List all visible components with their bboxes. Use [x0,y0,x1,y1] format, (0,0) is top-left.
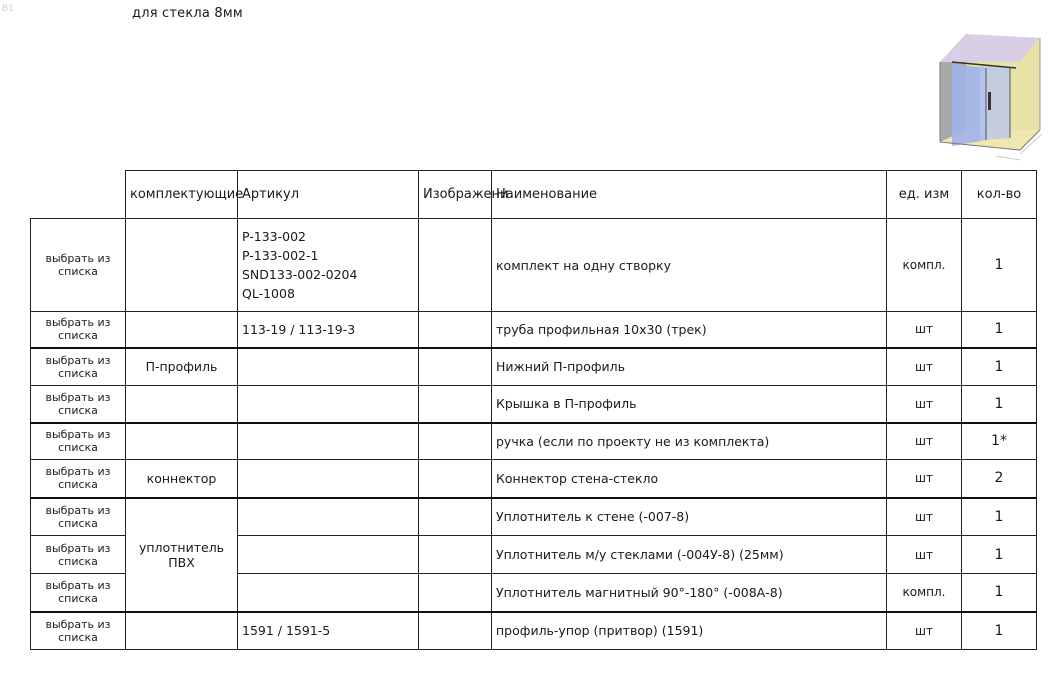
cell-reference: B1 [2,4,14,14]
article-cell: 1591 / 1591-5 [238,612,419,650]
image-cell [419,386,492,423]
select-from-list-dropdown[interactable]: выбрать из списка [31,312,126,348]
qty-cell: 1* [962,423,1037,460]
unit-cell: шт [887,612,962,650]
header-blank [31,171,126,219]
table-row [31,423,1037,460]
name-cell: Уплотнитель к стене (-007-8) [492,498,887,536]
table-row [31,312,1037,348]
component-cell: уплотнитель ПВХ [126,498,238,612]
component-cell [126,423,238,460]
name-cell: комплект на одну створку [492,219,887,312]
select-from-list-dropdown[interactable]: выбрать из списка [31,612,126,650]
qty-cell: 1 [962,312,1037,348]
select-from-list-dropdown[interactable]: выбрать из списка [31,386,126,423]
glass-thickness-note: для стекла 8мм [132,6,243,21]
article-cell [238,574,419,612]
qty-cell: 1 [962,574,1037,612]
article-cell [238,460,419,498]
table-row [31,498,1037,536]
component-cell [126,219,238,312]
unit-cell: шт [887,386,962,423]
component-cell: коннектор [126,460,238,498]
image-cell [419,460,492,498]
qty-cell: 1 [962,386,1037,423]
table-row [31,219,1037,312]
component-cell [126,612,238,650]
qty-cell: 1 [962,219,1037,312]
image-cell [419,219,492,312]
article-cell [238,348,419,386]
header-unit: ед. изм [887,171,962,219]
article-cell: 113-19 / 113-19-3 [238,312,419,348]
table-row [31,348,1037,386]
image-cell [419,423,492,460]
unit-cell: шт [887,312,962,348]
article-cell [238,536,419,574]
article-cell [238,423,419,460]
select-from-list-dropdown[interactable]: выбрать из списка [31,498,126,536]
article-line: SND133-002-0204 [242,267,358,282]
component-cell: П-профиль [126,348,238,386]
article-cell [238,219,419,312]
image-cell [419,348,492,386]
article-cell [238,498,419,536]
unit-cell: шт [887,460,962,498]
unit-cell: компл. [887,574,962,612]
qty-cell: 1 [962,612,1037,650]
select-from-list-dropdown[interactable]: выбрать из списка [31,348,126,386]
qty-cell: 1 [962,348,1037,386]
article-line: P-133-002-1 [242,248,319,263]
header-image: Изображени [419,171,492,219]
image-cell [419,498,492,536]
header-qty: кол-во [962,171,1037,219]
name-cell: труба профильная 10х30 (трек) [492,312,887,348]
qty-cell: 2 [962,460,1037,498]
qty-cell: 1 [962,498,1037,536]
image-cell [419,312,492,348]
select-from-list-dropdown[interactable]: выбрать из списка [31,423,126,460]
image-cell [419,574,492,612]
component-cell [126,386,238,423]
select-from-list-dropdown[interactable]: выбрать из списка [31,574,126,612]
unit-cell: шт [887,536,962,574]
components-table [30,170,1037,650]
name-cell: Крышка в П-профиль [492,386,887,423]
unit-cell: шт [887,423,962,460]
article-line: QL-1008 [242,286,295,301]
header-components: комплектующие [126,171,238,219]
select-from-list-dropdown[interactable]: выбрать из списка [31,219,126,312]
table-header-row [31,171,1037,219]
table-row [31,612,1037,650]
name-cell: Коннектор стена-стекло [492,460,887,498]
name-cell: Уплотнитель м/у стеклами (-004У-8) (25мм) [492,536,887,574]
image-cell [419,612,492,650]
name-cell: ручка (если по проекту не из комплекта) [492,423,887,460]
table-row [31,460,1037,498]
name-cell: Нижний П-профиль [492,348,887,386]
name-cell: профиль-упор (притвор) (1591) [492,612,887,650]
unit-cell: шт [887,498,962,536]
name-cell: Уплотнитель магнитный 90°-180° (-008А-8) [492,574,887,612]
component-cell [126,312,238,348]
header-article: Артикул [238,171,419,219]
header-name: Наименование [492,171,887,219]
shower-enclosure-3d-icon [930,22,1048,164]
unit-cell: шт [887,348,962,386]
unit-cell: компл. [887,219,962,312]
article-line: P-133-002 [242,229,307,244]
article-cell [238,386,419,423]
table-row [31,386,1037,423]
select-from-list-dropdown[interactable]: выбрать из списка [31,460,126,498]
image-cell [419,536,492,574]
qty-cell: 1 [962,536,1037,574]
select-from-list-dropdown[interactable]: выбрать из списка [31,536,126,574]
